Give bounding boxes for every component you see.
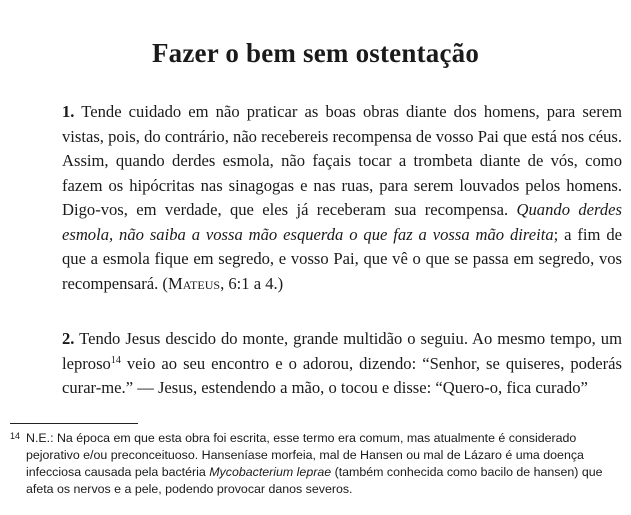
paragraph-2 <box>62 327 622 401</box>
paragraph-text: Tende cuidado em não praticar as boas obras diante dos homens, para serem vistas, pois, do contrário, não recebereis recompensa de vosso Pai que está nos céus. Assim, quando derdes esmola, não façais tocar a trombeta diante de vós, como fazem os hipócritas nas sinagogas e nas ruas, para serem louvados pelos homens. Digo-vos, em verdade, que eles já receberam sua recompensa. <box>62 102 622 219</box>
footnote-text-part: (também conhecida como bacilo de hansen) que afeta os nervos e a pele, podendo provocar danos severos. <box>26 465 603 496</box>
reference-location: , 6:1 a 4.) <box>220 273 284 293</box>
footnote <box>10 430 622 498</box>
footnote-species-name: Mycobacterium leprae <box>209 465 332 479</box>
paragraph-number: 1. <box>62 102 75 121</box>
footnote-text-part: N.E.: Na época em que esta obra foi escrita, esse termo era comum, mas atualmente é considerado pejorativo e/ou preconceituoso. Hanseníase morfeia, mal de Hansen ou mal de Lázaro é uma doença infecciosa causada pela bactéria <box>26 431 584 479</box>
paragraph-text-continued: ; a fim de que a esmola fique em segredo, e vosso Pai, que vê o que se passa em segredo, vos recompensará. ( <box>62 224 622 293</box>
footnote-number: 14 <box>10 431 21 441</box>
paragraph-italic-quote: Quando derdes esmola, não saiba a vossa mão esquerda o que faz a vossa mão direita <box>62 200 622 244</box>
paragraph-1 <box>62 100 622 296</box>
footnote-divider <box>10 423 138 424</box>
reference-author: Mateus <box>167 273 221 293</box>
paragraph-number: 2. <box>62 329 75 348</box>
footnote-reference[interactable]: 14 <box>110 354 121 366</box>
paragraph-text: Tendo Jesus descido do monte, grande multidão o seguiu. Ao mesmo tempo, um leproso <box>62 329 622 373</box>
page-title: Fazer o bem sem ostentação <box>151 38 480 68</box>
footnote-text <box>26 430 622 498</box>
paragraph-text-continued: veio ao seu encontro e o adorou, dizendo: “Senhor, se quiseres, poderás curar-me.” — Jesus, estendendo a mão, o tocou e disse: “Quero-o, fica curado” <box>62 353 622 397</box>
